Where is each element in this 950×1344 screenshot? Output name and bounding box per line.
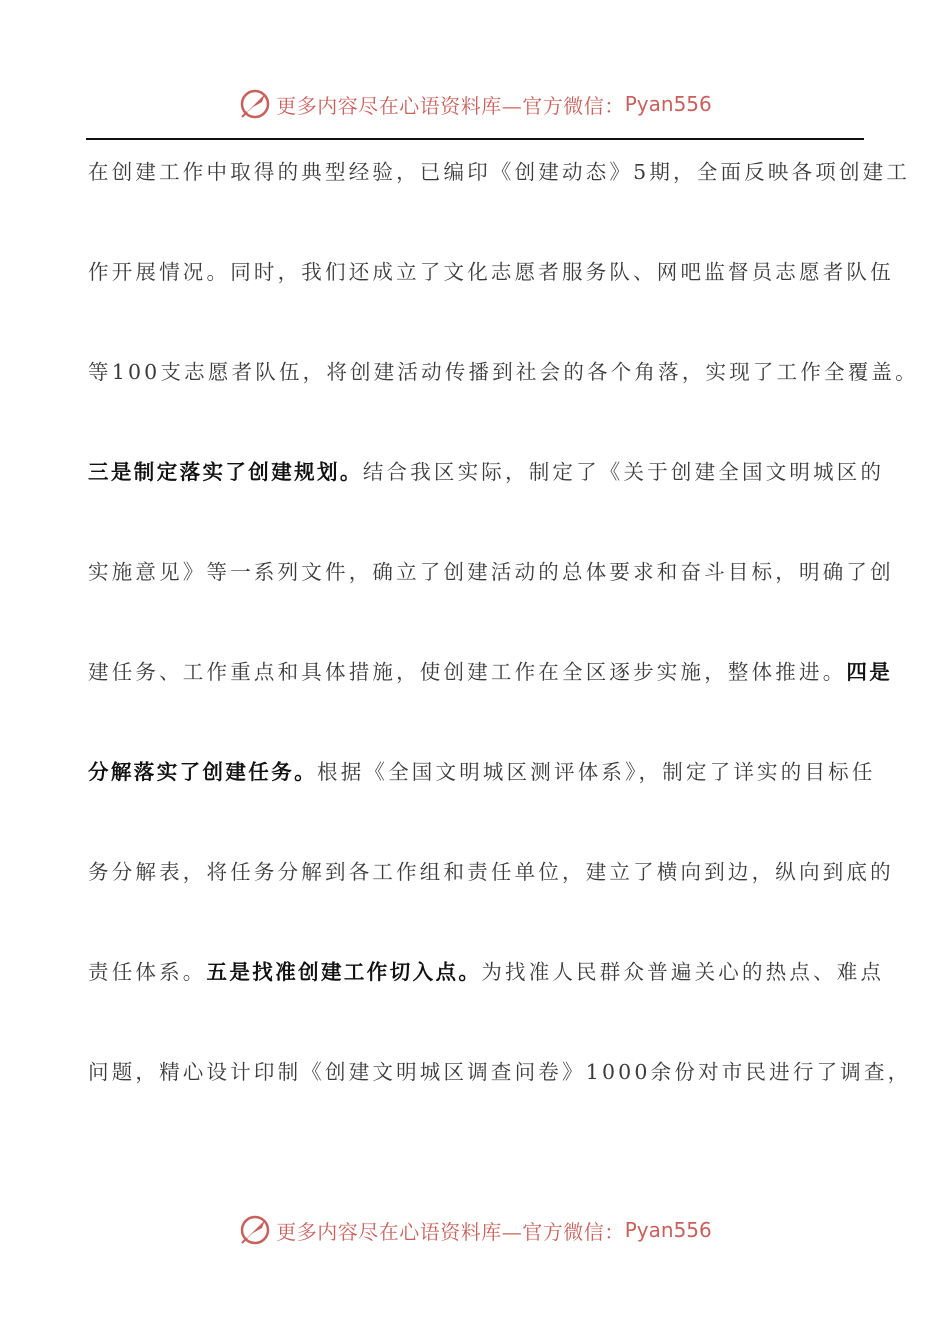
paragraph-line — [88, 650, 893, 750]
paragraph-line — [88, 1050, 912, 1150]
paragraph-line — [88, 250, 894, 350]
footer-banner-text: 更多内容尽在心语资料库—官方微信： — [276, 1219, 625, 1244]
text-span: 实施意见》等一系列文件，确立了创建活动的总体要求和奋斗目标，明确了创 — [88, 560, 894, 584]
bold-heading: 五是找准创建工作切入点。 — [206, 960, 482, 984]
bold-heading: 分解落实了创建任务。 — [88, 760, 317, 784]
text-span: 根据《全国文明城区测评体系》，制定了详实的目标任 — [317, 760, 876, 784]
paragraph-line — [88, 750, 876, 850]
paragraph-line — [88, 950, 885, 1050]
paragraph-line — [88, 350, 919, 450]
paragraph-line — [88, 450, 885, 550]
paragraph-line — [88, 850, 894, 950]
bold-heading: 四是 — [846, 660, 893, 684]
text-span: 责任体系。 — [88, 960, 207, 984]
document-body — [88, 150, 919, 1150]
header-banner — [0, 82, 950, 126]
paragraph-line — [88, 150, 911, 250]
footer-wechat-handle: Pyan556 — [624, 1218, 712, 1242]
text-span: 务分解表，将任务分解到各工作组和责任单位，建立了横向到边，纵向到底的 — [88, 860, 894, 884]
quill-pen-logo-icon — [238, 87, 272, 121]
text-span: 结合我区实际，制定了《关于创建全国文明城区的 — [362, 460, 885, 484]
header-banner-text: 更多内容尽在心语资料库—官方微信： — [276, 93, 625, 118]
text-span: 作开展情况。同时，我们还成立了文化志愿者服务队、网吧监督员志愿者队伍 — [88, 260, 894, 284]
header-divider — [86, 138, 864, 140]
header-wechat-handle: Pyan556 — [624, 92, 712, 116]
bold-heading: 三是制定落实了创建规划。 — [88, 460, 363, 484]
paragraph-line — [88, 550, 894, 650]
text-span: 等100支志愿者队伍，将创建活动传播到社会的各个角落，实现了工作全覆盖。 — [88, 360, 919, 384]
text-span: 建任务、工作重点和具体措施，使创建工作在全区逐步实施，整体推进。 — [88, 660, 847, 684]
quill-pen-logo-icon — [238, 1213, 272, 1247]
footer-banner — [0, 1208, 950, 1252]
text-span: 为找准人民群众普遍关心的热点、难点 — [481, 960, 885, 984]
text-span: 问题，精心设计印制《创建文明城区调查问卷》1000余份对市民进行了调查， — [88, 1060, 912, 1084]
text-span: 在创建工作中取得的典型经验，已编印《创建动态》5期，全面反映各项创建工 — [88, 160, 911, 184]
